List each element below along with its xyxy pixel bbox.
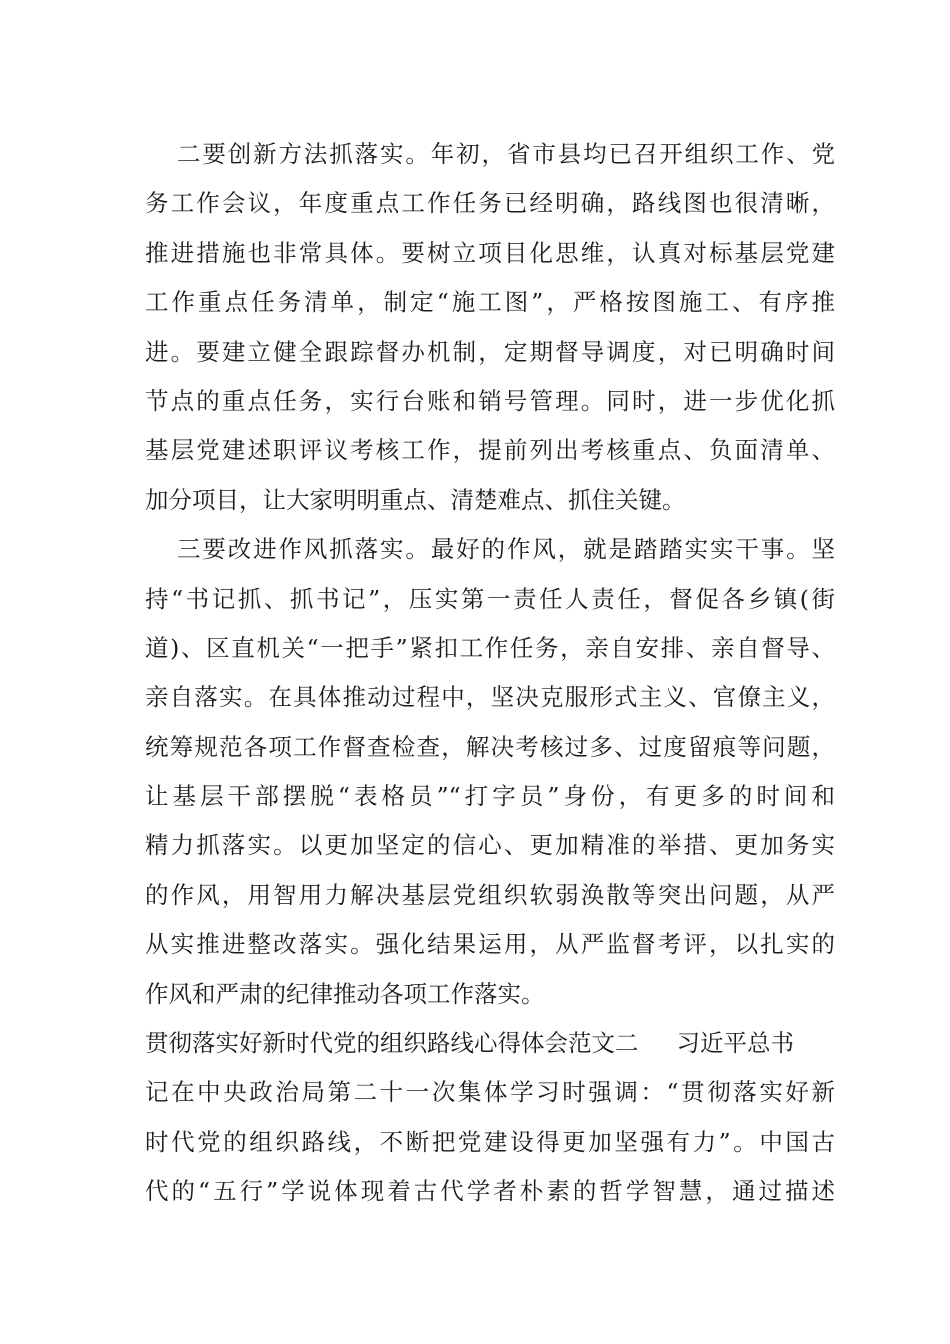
text-line: 持“书记抓、抓书记”，压实第一责任人责任，督促各乡镇(街 [145,584,835,613]
text-line: 亲自落实。在具体推动过程中，坚决克服形式主义、官僚主义， [145,683,835,712]
text-line: 推进措施也非常具体。要树立项目化思维，认真对标基层党建 [145,238,835,267]
text-line: 基层党建述职评议考核工作，提前列出考核重点、负面清单、 [145,436,835,465]
text-line: 进。要建立健全跟踪督办机制，定期督导调度，对已明确时间 [145,337,835,366]
text-line: 道)、区直机关“一把手”紧扣工作任务，亲自安排、亲自督导、 [145,633,835,662]
paragraph-improve-style [145,525,835,1019]
text-line: 记在中央政治局第二十一次集体学习时强调：“贯彻落实好新 [145,1078,835,1107]
paragraph-innovate-methods [145,130,835,525]
text-line: 精力抓落实。以更加坚定的信心、更加精准的举措、更加务实 [145,831,835,860]
section-heading: 贯彻落实好新时代党的组织路线心得体会范文二 [145,1029,639,1058]
text-line: 时代党的组织路线，不断把党建设得更加坚强有力”。中国古 [145,1127,835,1156]
text-line: 统筹规范各项工作督查检查，解决考核过多、过度留痕等问题， [145,732,835,761]
document-body [145,130,835,1217]
text-line: 务工作会议，年度重点工作任务已经明确，路线图也很清晰， [145,189,835,218]
section-heading-tail: 习近平总书 [676,1029,794,1058]
paragraph-sample-essay-two [145,1019,835,1217]
text-line: 的作风，用智用力解决基层党组织软弱涣散等突出问题，从严 [145,880,835,909]
text-line: 节点的重点任务，实行台账和销号管理。同时，进一步优化抓 [145,386,835,415]
section-heading-line [145,1019,835,1068]
text-line: 加分项目，让大家明明重点、清楚难点、抓住关键。 [145,485,686,514]
text-line: 三要改进作风抓落实。最好的作风，就是踏踏实实干事。坚 [177,535,835,564]
text-line: 从实推进整改落实。强化结果运用，从严监督考评，以扎实的 [145,930,835,959]
text-line: 让基层干部摆脱“表格员”“打字员”身份，有更多的时间和 [145,782,835,811]
text-line: 二要创新方法抓落实。年初，省市县均已召开组织工作、党 [177,140,835,168]
text-line: 代的“五行”学说体现着古代学者朴素的哲学智慧，通过描述 [145,1177,835,1206]
text-line: 作风和严肃的纪律推动各项工作落实。 [145,979,545,1008]
text-line: 工作重点任务清单，制定“施工图”，严格按图施工、有序推 [145,288,835,317]
